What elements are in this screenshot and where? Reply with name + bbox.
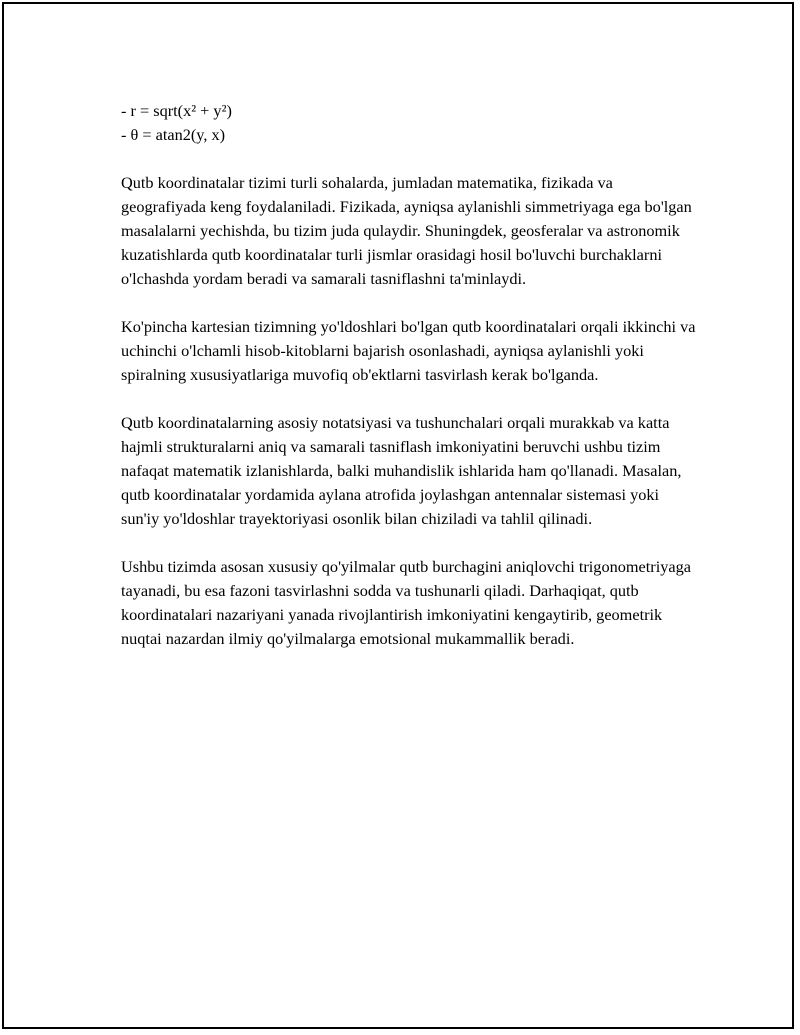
paragraph-trigonometry: Ushbu tizimda asosan xususiy qo'yilmalar qutb burchagini aniqlovchi trigonometriyaga tayanadi, bu esa fazoni tasvirlashni sodda va tushunarli qiladi. Darhaqiqat, qutb koordinatalari nazariyani yanada rivojlantirish imkoniyatini kengaytirib, geometrik nuqtai nazardan ilmiy qo'yilmalarga emotsional mukammallik beradi.: [121, 557, 691, 648]
page-frame: [2, 2, 794, 1029]
paragraph-applications: Qutb koordinatalar tizimi turli sohalarda, jumladan matematika, fizikada va geografiyada keng foydalaniladi. Fizikada, ayniqsa aylanishli simmetriyaga ega bo'lgan masalalarni yechishda, bu tizim juda qulaydir. Shuningdek, geosferalar va astronomik kuzatishlarda qutb koordinatalar turli jismlar orasidagi hosil bo'luvchi burchaklarni o'lchashda yordam beradi va samarali tasniflashni ta'minlaydi.: [121, 173, 692, 288]
formula-radius: - r = sqrt(x² + y²): [121, 101, 232, 120]
document-body: [121, 99, 696, 651]
paragraph-cartesian-relation: Ko'pincha kartesian tizimning yo'ldoshlari bo'lgan qutb koordinatalari orqali ikkinchi va uchinchi o'lchamli hisob-kitoblarni bajarish osonlashadi, ayniqsa aylanishli yoki spiralning xususiyatlariga muvofiq ob'ektlarni tasvirlash kerak bo'lganda.: [121, 317, 696, 384]
formula-angle: - θ = atan2(y, x): [121, 125, 226, 144]
paragraph-notation: Qutb koordinatalarning asosiy notatsiyasi va tushunchalari orqali murakkab va katta hajmli strukturalarni aniq va samarali tasniflash imkoniyatini beruvchi ushbu tizim nafaqat matematik izlanishlarda, balki muhandislik ishlarida ham qo'llanadi. Masalan, qutb koordinatalar yordamida aylana atrofida joylashgan antennalar sistemasi yoki sun'iy yo'ldoshlar trayektoriyasi osonlik bilan chiziladi va tahlil qilinadi.: [121, 413, 682, 528]
